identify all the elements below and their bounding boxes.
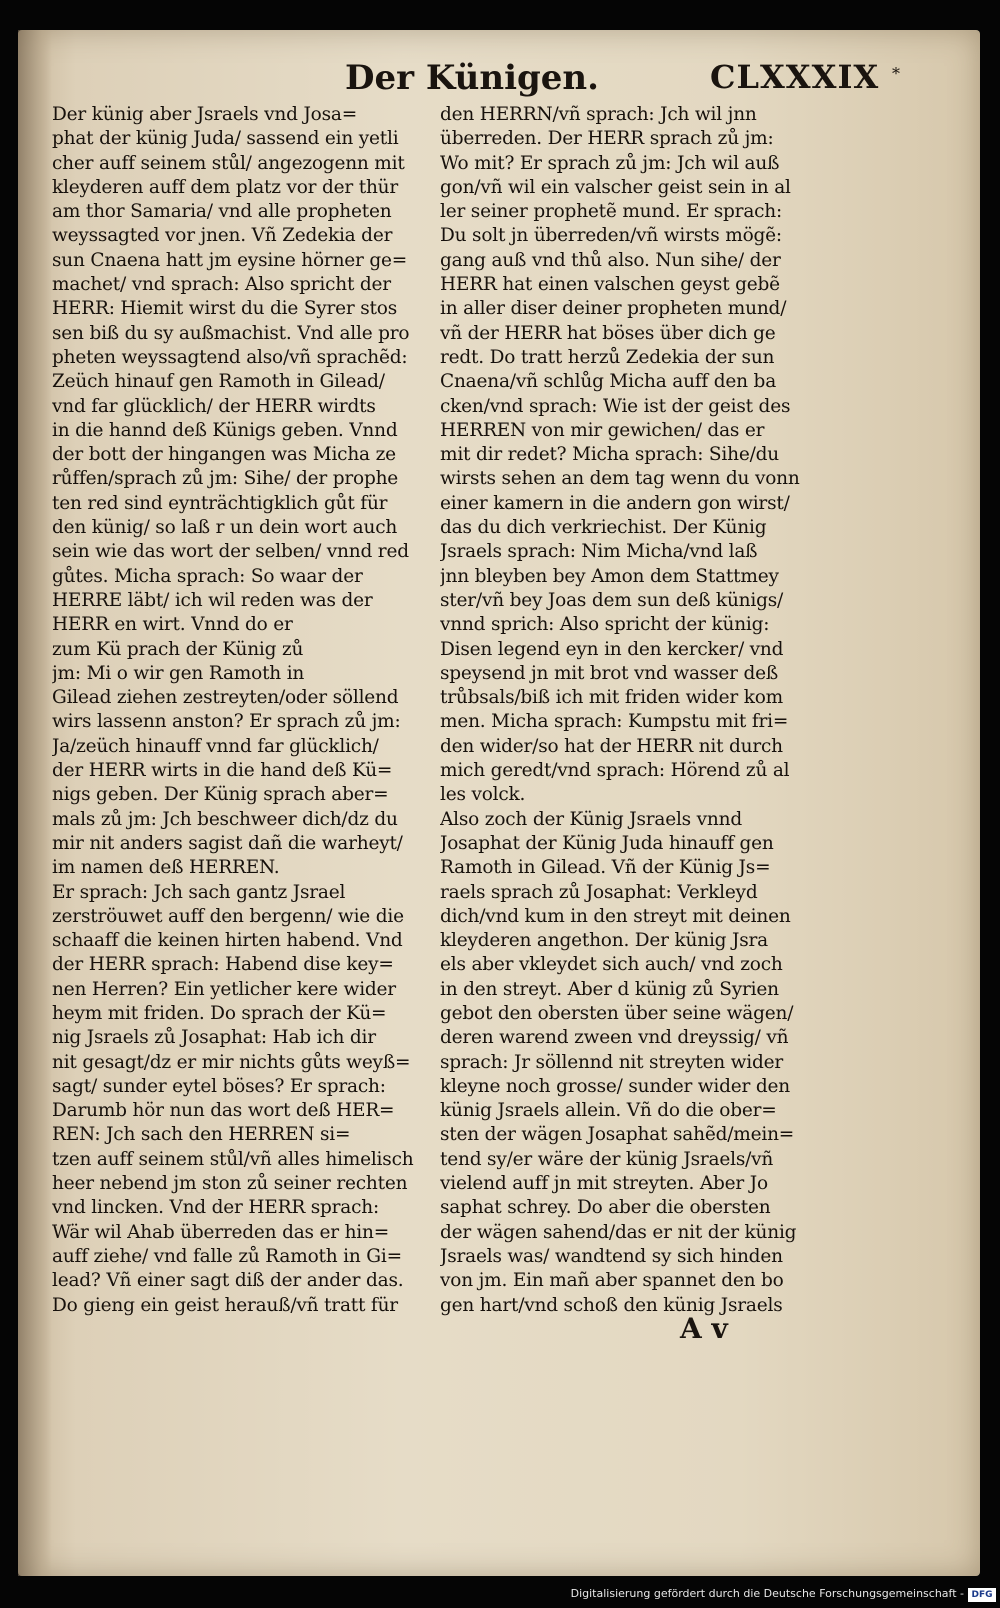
running-title: Der Künigen. — [345, 58, 599, 98]
text-line: REN: Jch sach den HERREN si= — [52, 1124, 351, 1146]
text-line: sun Cnaena hatt jm eysine hörner ge= — [52, 249, 408, 271]
text-line: Du solt jn überreden/vñ wirsts mögẽ: — [440, 225, 782, 247]
text-line: Er sprach: Jch sach gantz Jsrael — [52, 881, 346, 903]
text-line: den wider/so hat der HERR nit durch — [440, 735, 783, 757]
text-line: kleyderen angethon. Der künig Jsra — [440, 930, 768, 952]
page-header — [0, 58, 1000, 108]
text-line: wirsts sehen an dem tag wenn du vonn — [440, 468, 800, 490]
text-line: speysend jn mit brot vnd wasser deß — [440, 662, 779, 684]
text-line: HERREN von mir gewichen/ das er — [440, 419, 765, 441]
text-line: gen hart/vnd schoß den künig Jsraels — [440, 1294, 783, 1316]
right-column — [440, 103, 810, 1318]
text-line: lead? Vñ einer sagt diß der ander das. — [52, 1270, 404, 1292]
text-line: heer nebend jm ston zů seiner rechten — [52, 1173, 408, 1195]
text-line: mals zů jm: Jch beschweer dich/dz du — [52, 808, 398, 830]
text-line: von jm. Ein mañ aber spannet den bo — [440, 1270, 784, 1292]
text-line: in aller diser deiner propheten mund/ — [440, 298, 787, 320]
text-line: ler seiner prophetẽ mund. Er sprach: — [440, 201, 783, 223]
text-line: sprach: Jr söllennd nit streyten wider — [440, 1051, 783, 1073]
text-line: in den streyt. Aber d künig zů Syrien — [440, 978, 779, 1000]
text-line: machet/ vnd sprach: Also spricht der — [52, 274, 391, 296]
footer-bar — [0, 1578, 1000, 1608]
text-line: Gilead ziehen zestreyten/oder söllend — [52, 687, 399, 709]
text-line: tend sy/er wäre der künig Jsraels/vñ — [440, 1148, 774, 1170]
text-line: trůbsals/biß ich mit friden wider kom — [440, 687, 783, 709]
signature-mark: A v — [680, 1312, 728, 1345]
text-line: im namen deß HERREN. — [52, 857, 280, 879]
text-line: Jsraels sprach: Nim Micha/vnd laß — [440, 541, 758, 563]
footer-credit: Digitalisierung gefördert durch die Deutsche Forschungsgemeinschaft - — [570, 1587, 964, 1600]
text-line: Jsraels was/ wandtend sy sich hinden — [440, 1245, 783, 1267]
text-line: mit dir redet? Micha sprach: Sihe/du — [440, 444, 779, 466]
text-line: sein wie das wort der selben/ vnnd red — [52, 541, 409, 563]
text-line: HERR: Hiemit wirst du die Syrer stos — [52, 298, 398, 320]
text-line: in die hannd deß Künigs geben. Vnnd — [52, 419, 398, 441]
text-line: gang auß vnd thů also. Nun sihe/ der — [440, 249, 781, 271]
text-line: gon/vñ wil ein valscher geist sein in al — [440, 176, 791, 198]
text-line: raels sprach zů Josaphat: Verkleyd — [440, 881, 758, 903]
text-line: HERR en wirt. Vnnd do er — [52, 614, 293, 636]
text-line: jm: Mi o wir gen Ramoth in — [52, 662, 305, 684]
text-line: auff ziehe/ vnd falle zů Ramoth in Gi= — [52, 1245, 402, 1267]
text-line: Der künig aber Jsraels vnd Josa= — [52, 104, 358, 125]
text-line: els aber vkleydet sich auch/ vnd zoch — [440, 954, 783, 976]
folio-number: CLXXXIX — [710, 58, 880, 96]
text-line: Cnaena/vñ schlůg Micha auff den ba — [440, 371, 777, 393]
text-line: tzen auff seinem stůl/vñ alles himelisch — [52, 1148, 414, 1170]
text-line: Josaphat der Künig Juda hinauff gen — [440, 832, 774, 854]
text-line: mich geredt/vnd sprach: Hörend zů al — [440, 760, 790, 782]
text-line: vñ der HERR hat böses über dich ge — [440, 322, 776, 344]
text-line: nit gesagt/dz er mir nichts gůts weyß= — [52, 1051, 411, 1073]
text-line: zum Kü prach der Künig zů — [52, 638, 304, 660]
text-line: gůtes. Micha sprach: So waar der — [52, 565, 363, 587]
text-line: saphat schrey. Do aber die obersten — [440, 1197, 771, 1219]
text-line: zerströuwet auff den bergenn/ wie die — [52, 905, 404, 927]
text-line: am thor Samaria/ vnd alle propheten — [52, 201, 392, 223]
text-line: kleyne noch grosse/ sunder wider den — [440, 1075, 790, 1097]
text-line: phat der künig Juda/ sassend ein yetli — [52, 128, 399, 150]
text-line: den künig/ so laß r un dein wort auch — [52, 517, 398, 539]
text-line: ten red sind eynträchtigklich gůt für — [52, 492, 388, 514]
text-line: künig Jsraels allein. Vñ do die ober= — [440, 1100, 777, 1122]
left-column — [52, 103, 422, 1318]
text-line: ster/vñ bey Joas dem sun deß künigs/ — [440, 589, 784, 611]
text-line: wirs lassenn anston? Er sprach zů jm: — [52, 711, 401, 733]
text-line: der HERR wirts in die hand deß Kü= — [52, 760, 393, 782]
text-line: vnnd sprich: Also spricht der künig: — [440, 614, 770, 636]
text-line: nen Herren? Ein yetlicher kere wider — [52, 978, 396, 1000]
text-line: Ja/zeüch hinauff vnnd far glücklich/ — [52, 735, 379, 757]
text-line: überreden. Der HERR sprach zů jm: — [440, 128, 774, 150]
text-line: men. Micha sprach: Kumpstu mit fri= — [440, 711, 789, 733]
text-line: vnd far glücklich/ der HERR wirdts — [52, 395, 376, 417]
text-line: sten der wägen Josaphat sahẽd/mein= — [440, 1124, 795, 1146]
text-line: heym mit friden. Do sprach der Kü= — [52, 1002, 387, 1024]
text-line: schaaff die keinen hirten habend. Vnd — [52, 930, 403, 952]
dfg-logo: DFG — [968, 1588, 996, 1602]
text-line: nig Jsraels zů Josaphat: Hab ich dir — [52, 1027, 376, 1049]
text-line: gebot den obersten über seine wägen/ — [440, 1002, 794, 1024]
text-line: weyssagted vor jnen. Vñ Zedekia der — [52, 225, 393, 247]
text-line: vielend auff jn mit streyten. Aber Jo — [440, 1173, 768, 1195]
text-line: Also zoch der Künig Jsraels vnnd — [440, 808, 742, 830]
text-line: sagt/ sunder eytel böses? Er sprach: — [52, 1075, 386, 1097]
text-line: Wo mit? Er sprach zů jm: Jch wil auß — [440, 152, 780, 174]
text-line: růffen/sprach zů jm: Sihe/ der prophe — [52, 468, 399, 490]
text-line: mir nit anders sagist dañ die warheyt/ — [52, 832, 403, 854]
text-line: vnd lincken. Vnd der HERR sprach: — [52, 1197, 380, 1219]
text-line: Darumb hör nun das wort deß HER= — [52, 1100, 395, 1122]
text-line: pheten weyssagtend also/vñ sprachẽd: — [52, 346, 408, 368]
text-line: HERR hat einen valschen geyst gebẽ — [440, 274, 780, 296]
text-line: jnn bleyben bey Amon dem Stattmey — [440, 565, 779, 587]
text-line: les volck. — [440, 784, 526, 806]
text-line: dich/vnd kum in den streyt mit deinen — [440, 905, 791, 927]
text-line: Do gieng ein geist herauß/vñ tratt für — [52, 1294, 398, 1316]
text-line: sen biß du sy außmachist. Vnd alle pro — [52, 322, 410, 344]
text-line: kleyderen auff dem platz vor der thür — [52, 176, 399, 198]
text-line: Ramoth in Gilead. Vñ der Künig Js= — [440, 857, 771, 879]
text-line: das du dich verkriechist. Der Künig — [440, 517, 767, 539]
text-line: redt. Do tratt herzů Zedekia der sun — [440, 346, 775, 368]
text-line: cher auff seinem stůl/ angezogenn mit — [52, 152, 405, 174]
page-binding-shadow — [18, 30, 52, 1576]
text-line: cken/vnd sprach: Wie ist der geist des — [440, 395, 791, 417]
text-line: der wägen sahend/das er nit der künig — [440, 1221, 797, 1243]
text-line: der bott der hingangen was Micha ze — [52, 444, 396, 466]
text-line: der HERR sprach: Habend dise key= — [52, 954, 394, 976]
text-line: Disen legend eyn in den kercker/ vnd — [440, 638, 784, 660]
text-line: HERRE läbt/ ich wil reden was der — [52, 589, 373, 611]
text-line: den HERRN/vñ sprach: Jch wil jnn — [440, 104, 757, 125]
asterisk-mark: * — [892, 64, 900, 83]
text-line: Zeüch hinauf gen Ramoth in Gilead/ — [52, 371, 385, 393]
text-line: deren warend zween vnd dreyssig/ vñ — [440, 1027, 789, 1049]
text-line: nigs geben. Der Künig sprach aber= — [52, 784, 389, 806]
text-line: Wär wil Ahab überreden das er hin= — [52, 1221, 390, 1243]
text-line: einer kamern in die andern gon wirst/ — [440, 492, 790, 514]
